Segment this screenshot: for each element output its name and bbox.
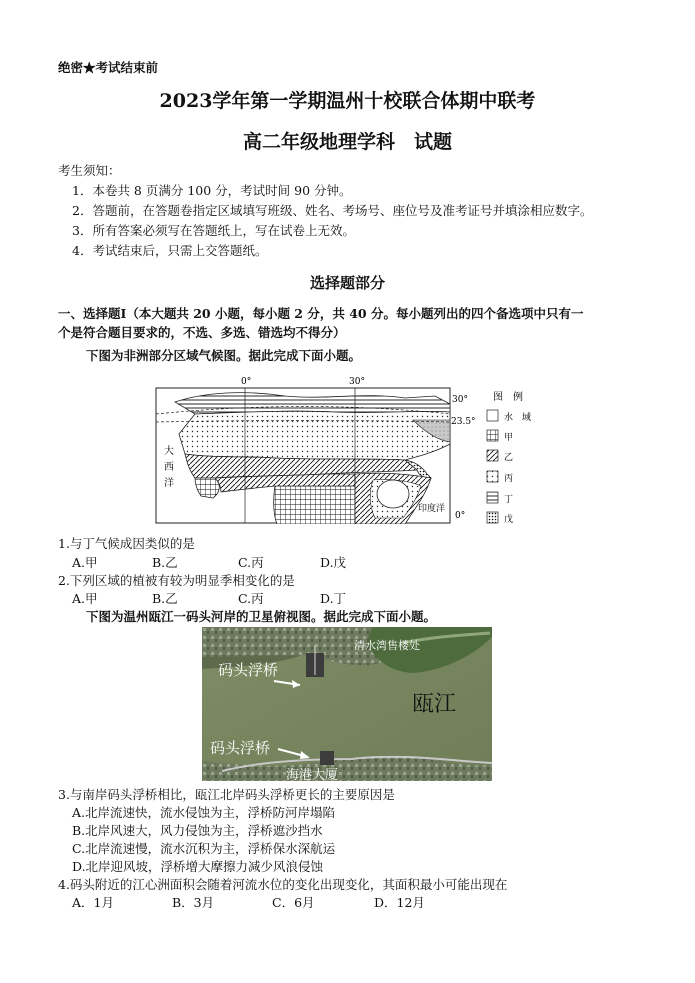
q4-option-b: B．3月 (172, 895, 215, 910)
q4-stem: 4.码头附近的江心洲面积会随着河流水位的变化出现变化，其面积最小可能出现在 (58, 877, 508, 892)
notice-heading: 考生须知： (58, 163, 121, 178)
exam-subtitle: 高二年级地理学科 试题 (242, 131, 452, 153)
notice-item: 1．本卷共 8 页满分 100 分，考试时间 90 分钟。 (72, 183, 352, 198)
q3-stem: 3.与南岸码头浮桥相比，瓯江北岸码头浮桥更长的主要原因是 (58, 787, 395, 802)
region-white (377, 480, 409, 508)
svg-text:水 域: 水 域 (504, 413, 532, 423)
label-pier-top: 码头浮桥 (218, 662, 279, 679)
exam-title: 2023学年第一学期温州十校联合体期中联考 (159, 90, 536, 112)
q3-option-d: D.北岸迎风坡，浮桥增大摩擦力减少风浪侵蚀 (72, 859, 324, 874)
svg-text:乙: 乙 (504, 453, 514, 463)
part-instruction-line2: 个是符合题目要求的，不选、多选、错选均不得分） (58, 325, 346, 340)
notice-item: 2．答题前，在答题卷指定区域填写班级、姓名、考场号、座位号及准考证号并填涂相应数字。 (72, 203, 593, 218)
legend-item-water (487, 410, 531, 423)
legend-item-ding (487, 492, 513, 505)
africa-climate-map (155, 374, 545, 524)
q2-option-a: A.甲 (72, 591, 98, 606)
notice-item: 3．所有答案必须写在答题纸上，写在试卷上无效。 (72, 223, 355, 238)
q3-option-b: B.北岸风速大，风力侵蚀为主，浮桥遮沙挡水 (72, 823, 323, 838)
satellite-photo (202, 627, 492, 781)
legend-item-bing (487, 471, 513, 484)
q3-option-c: C.北岸流速慢，流水沉积为主，浮桥保水深航运 (72, 841, 336, 856)
lat-label-235: 23.5° (451, 417, 476, 427)
q2-stem: 2.下列区域的植被有较为明显季相变化的是 (58, 573, 295, 588)
q4-option-a: A．1月 (72, 895, 114, 910)
lon-label-0: 0° (241, 377, 252, 387)
region-jia (274, 486, 355, 524)
ocean-atlantic: 西 (164, 462, 174, 473)
part-instruction-line1: 一、选择题Ⅰ（本大题共 20 小题，每小题 2 分，共 40 分。每小题列出的四个备选项中只有一 (58, 306, 584, 321)
label-pier-bottom: 码头浮桥 (210, 740, 271, 757)
q1-option-d: D.戊 (320, 555, 347, 570)
legend-item-jia (487, 430, 513, 443)
svg-text:丁: 丁 (504, 495, 514, 505)
q2-option-d: D.丁 (320, 591, 347, 606)
legend-item-yi (487, 450, 513, 463)
q1-stem: 1.与丁气候成因类似的是 (58, 536, 195, 551)
section-title: 选择题部分 (309, 274, 385, 292)
legend-title: 图 例 (493, 392, 523, 403)
map-intro: 下图为非洲部分区域气候图。据此完成下面小题。 (86, 348, 362, 363)
q4-option-c: C．6月 (272, 895, 315, 910)
label-river: 瓯江 (412, 691, 457, 716)
q1-option-a: A.甲 (72, 555, 98, 570)
notice-item: 4．考试结束后，只需上交答题纸。 (72, 243, 268, 258)
secret-label: 绝密★考试结束前 (58, 60, 159, 75)
svg-text:丙: 丙 (504, 474, 514, 484)
q4-option-d: D．12月 (374, 895, 425, 910)
region-bing (179, 411, 450, 460)
q3-option-a: A.北岸流速快，流水侵蚀为主，浮桥防河岸塌陷 (72, 805, 336, 820)
q2-option-c: C.丙 (238, 591, 264, 606)
svg-text:戊: 戊 (504, 515, 514, 524)
svg-text:甲: 甲 (504, 433, 514, 443)
legend-item-wu (487, 512, 513, 524)
lat-label-0: 0° (455, 511, 466, 521)
label-building: 清水湾售楼处 (354, 640, 420, 652)
lat-label-30: 30° (452, 395, 468, 405)
lon-label-30: 30° (349, 377, 365, 387)
q2-option-b: B.乙 (152, 591, 178, 606)
satellite-photo-drawing (202, 627, 492, 781)
south-pier (320, 751, 334, 765)
ocean-atlantic: 洋 (164, 478, 174, 489)
label-tower: 海港大厦 (286, 767, 339, 781)
photo-intro: 下图为温州瓯江一码头河岸的卫星俯视图。据此完成下面小题。 (86, 609, 437, 624)
q1-option-c: C.丙 (238, 555, 264, 570)
ocean-atlantic: 大 (164, 446, 174, 457)
ocean-indian: 印度洋 (418, 504, 446, 514)
q1-option-b: B.乙 (152, 555, 178, 570)
